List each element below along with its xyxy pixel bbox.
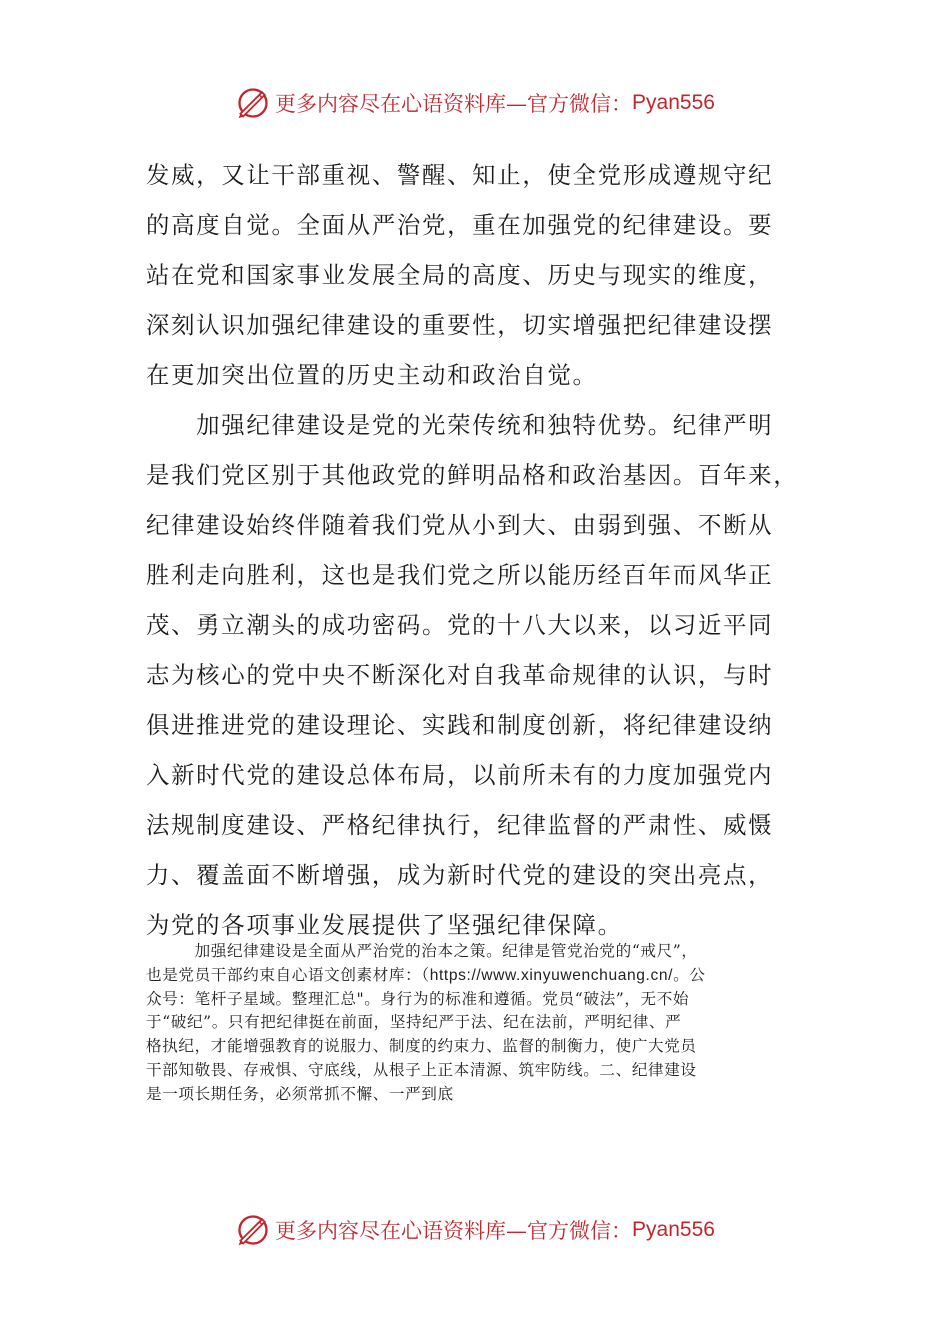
- text-line: 站在党和国家事业发展全局的高度、历史与现实的维度，: [146, 261, 774, 289]
- small-line-post: 。公: [673, 965, 706, 984]
- small-line-pre: 也是党员干部约束自心语文创素材库：（: [146, 965, 430, 984]
- banner-text: 更多内容尽在心语资料库—官方微信：: [275, 92, 633, 116]
- header-banner: [0, 78, 950, 128]
- text-line: 入新时代党的建设总体布局，以前所未有的力度加强党内: [146, 761, 774, 789]
- footer-banner: [0, 1205, 950, 1255]
- banner-wechat-id: Pyan556: [632, 1218, 715, 1241]
- text-line: 发威，又让干部重视、警醒、知止，使全党形成遵规守纪: [146, 161, 774, 189]
- text-line: 志为核心的党中央不断深化对自我革命规律的认识，与时: [146, 661, 774, 689]
- text-line: 力、覆盖面不断增强，成为新时代党的建设的突出亮点，: [146, 861, 774, 889]
- pen-logo-icon: [235, 1212, 271, 1248]
- text-line: 深刻认识加强纪律建设的重要性，切实增强把纪律建设摆: [146, 311, 774, 339]
- pen-logo-icon: [235, 85, 271, 121]
- banner-text: 更多内容尽在心语资料库—官方微信：: [275, 1219, 633, 1243]
- banner-wechat-id: Pyan556: [632, 91, 715, 114]
- main-text: [146, 150, 806, 950]
- text-line: 胜利走向胜利，这也是我们党之所以能历经百年而风华正: [146, 561, 774, 589]
- text-line: 法规制度建设、严格纪律执行，纪律监督的严肃性、威慑: [146, 811, 774, 839]
- small-line: 干部知敬畏、存戒惧、守底线，从根子上正本清源、筑牢防线。二、纪律建设: [146, 1060, 697, 1079]
- text-line: 为党的各项事业发展提供了坚强纪律保障。: [146, 911, 623, 939]
- text-line: 茂、勇立潮头的成功密码。党的十八大以来，以习近平同: [146, 611, 774, 639]
- small-line: 于“破纪”。只有把纪律挺在前面，坚持纪严于法、纪在法前，严明纪律、严: [146, 1013, 682, 1032]
- small-line: 众号：笔杆子星域。整理汇总"。身行为的标准和遵循。党员“破法”，无不始: [146, 989, 690, 1008]
- text-line: 俱进推进党的建设理论、实践和制度创新，将纪律建设纳: [146, 711, 774, 739]
- text-line: 的高度自觉。全面从严治党，重在加强党的纪律建设。要: [146, 211, 774, 239]
- text-line: 是我们党区别于其他政党的鲜明品格和政治基因。百年来，: [146, 461, 799, 489]
- small-line: 格执纪，才能增强教育的说服力、制度的约束力、监督的制衡力，使广大党员: [146, 1037, 697, 1056]
- text-line: 纪律建设始终伴随着我们党从小到大、由弱到强、不断从: [146, 511, 774, 539]
- small-paragraph: [146, 940, 806, 1107]
- text-line: 加强纪律建设是党的光荣传统和独特优势。纪律严明: [146, 411, 774, 439]
- small-line: [146, 964, 806, 988]
- small-line: 是一项长期任务，必须常抓不懈、一严到底: [146, 1084, 454, 1103]
- source-url-link[interactable]: https://www.xinyuwenchuang.cn/: [429, 966, 674, 984]
- text-line: 在更加突出位置的历史主动和政治自觉。: [146, 361, 598, 389]
- small-line: 加强纪律建设是全面从严治党的治本之策。纪律是管党治党的“戒尺”，: [146, 942, 698, 960]
